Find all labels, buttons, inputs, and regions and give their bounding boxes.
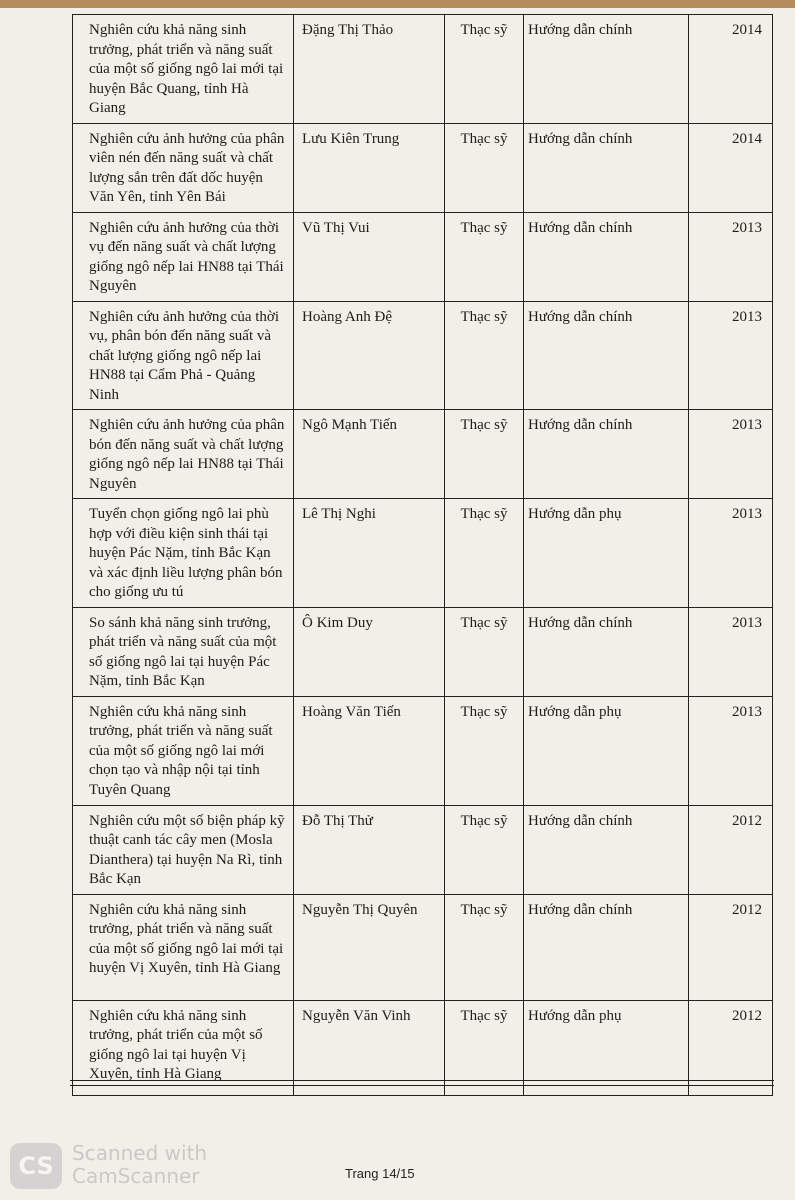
thesis-title: Nghiên cứu ảnh hưởng của thời vụ đến năng suất và chất lượng giống ngô nếp lai HN88 tại Thái Nguyên bbox=[73, 212, 294, 301]
degree: Thạc sỹ bbox=[445, 301, 524, 410]
student-name: Đỗ Thị Thử bbox=[294, 805, 445, 894]
table-row bbox=[73, 301, 773, 410]
thesis-title: Nghiên cứu ảnh hưởng của thời vụ, phân bón đến năng suất và chất lượng giống ngô nếp lai HN88 tại Cẩm Phả - Quảng Ninh bbox=[73, 301, 294, 410]
supervision-role: Hướng dẫn chính bbox=[524, 607, 689, 696]
year: 2012 bbox=[689, 805, 773, 894]
table-row bbox=[73, 410, 773, 499]
watermark-line-2: CamScanner bbox=[72, 1164, 200, 1188]
supervision-role: Hướng dẫn phụ bbox=[524, 499, 689, 608]
thesis-title: Nghiên cứu khả năng sinh trưởng, phát triển và năng suất của một số giống ngô lai mới tại huyện Vị Xuyên, tỉnh Hà Giang bbox=[73, 894, 294, 1000]
year: 2012 bbox=[689, 1000, 773, 1095]
thesis-title: Tuyển chọn giống ngô lai phù hợp với điều kiện sinh thái tại huyện Pác Nặm, tỉnh Bắc Kạn và xác định liều lượng phân bón cho giống ưu tú bbox=[73, 499, 294, 608]
student-name: Ô Kim Duy bbox=[294, 607, 445, 696]
year: 2013 bbox=[689, 410, 773, 499]
thesis-supervision-table bbox=[72, 14, 773, 1096]
degree: Thạc sỹ bbox=[445, 805, 524, 894]
degree: Thạc sỹ bbox=[445, 15, 524, 124]
camscanner-logo-icon: CS bbox=[10, 1143, 62, 1189]
thesis-title: So sánh khả năng sinh trưởng, phát triển và năng suất của một số giống ngô lai tại huyện Pác Nặm, tỉnh Bắc Kạn bbox=[73, 607, 294, 696]
supervision-role: Hướng dẫn phụ bbox=[524, 696, 689, 805]
supervision-role: Hướng dẫn phụ bbox=[524, 1000, 689, 1095]
thesis-title: Nghiên cứu ảnh hưởng của phân bón đến năng suất và chất lượng giống ngô nếp lai HN88 tại Thái Nguyên bbox=[73, 410, 294, 499]
supervision-role: Hướng dẫn chính bbox=[524, 301, 689, 410]
year: 2013 bbox=[689, 499, 773, 608]
thesis-title: Nghiên cứu một số biện pháp kỹ thuật canh tác cây men (Mosla Dianthera) tại huyện Na Rì, tỉnh Bắc Kạn bbox=[73, 805, 294, 894]
watermark-line-1: Scanned with bbox=[72, 1141, 208, 1165]
supervision-role: Hướng dẫn chính bbox=[524, 123, 689, 212]
thesis-title: Nghiên cứu khả năng sinh trưởng, phát triển và năng suất của một số giống ngô lai mới tại huyện Bắc Quang, tỉnh Hà Giang bbox=[73, 15, 294, 124]
degree: Thạc sỹ bbox=[445, 696, 524, 805]
student-name: Lê Thị Nghi bbox=[294, 499, 445, 608]
table-bottom-rule bbox=[70, 1080, 774, 1086]
supervision-role: Hướng dẫn chính bbox=[524, 894, 689, 1000]
degree: Thạc sỹ bbox=[445, 894, 524, 1000]
table-row bbox=[73, 607, 773, 696]
supervision-role: Hướng dẫn chính bbox=[524, 15, 689, 124]
student-name: Hoàng Anh Đệ bbox=[294, 301, 445, 410]
table-row bbox=[73, 696, 773, 805]
year: 2013 bbox=[689, 696, 773, 805]
year: 2013 bbox=[689, 212, 773, 301]
supervision-role: Hướng dẫn chính bbox=[524, 410, 689, 499]
table-row bbox=[73, 499, 773, 608]
student-name: Vũ Thị Vui bbox=[294, 212, 445, 301]
table-row bbox=[73, 15, 773, 124]
degree: Thạc sỹ bbox=[445, 212, 524, 301]
page-number: Trang 14/15 bbox=[345, 1166, 415, 1181]
scan-background-edge bbox=[0, 0, 795, 8]
student-name: Lưu Kiên Trung bbox=[294, 123, 445, 212]
thesis-title: Nghiên cứu khả năng sinh trưởng, phát triển và năng suất của một số giống ngô lai mới chọn tạo và nhập nội tại tỉnh Tuyên Quang bbox=[73, 696, 294, 805]
degree: Thạc sỹ bbox=[445, 123, 524, 212]
table-row bbox=[73, 123, 773, 212]
student-name: Nguyễn Thị Quyên bbox=[294, 894, 445, 1000]
year: 2014 bbox=[689, 15, 773, 124]
student-name: Đặng Thị Thảo bbox=[294, 15, 445, 124]
student-name: Hoàng Văn Tiến bbox=[294, 696, 445, 805]
degree: Thạc sỹ bbox=[445, 1000, 524, 1095]
table-row bbox=[73, 805, 773, 894]
supervision-role: Hướng dẫn chính bbox=[524, 212, 689, 301]
thesis-title: Nghiên cứu ảnh hưởng của phân viên nén đến năng suất và chất lượng sắn trên đất dốc huyện Văn Yên, tỉnh Yên Bái bbox=[73, 123, 294, 212]
scanner-watermark bbox=[72, 1142, 207, 1188]
table-row bbox=[73, 894, 773, 1000]
student-name: Ngô Mạnh Tiến bbox=[294, 410, 445, 499]
year: 2014 bbox=[689, 123, 773, 212]
year: 2012 bbox=[689, 894, 773, 1000]
degree: Thạc sỹ bbox=[445, 607, 524, 696]
degree: Thạc sỹ bbox=[445, 410, 524, 499]
table-row bbox=[73, 212, 773, 301]
thesis-title: Nghiên cứu khả năng sinh trưởng, phát triển của một số giống ngô lai tại huyện Vị Xuyên, tỉnh Hà Giang bbox=[73, 1000, 294, 1095]
year: 2013 bbox=[689, 301, 773, 410]
supervision-role: Hướng dẫn chính bbox=[524, 805, 689, 894]
degree: Thạc sỹ bbox=[445, 499, 524, 608]
student-name: Nguyễn Văn Vinh bbox=[294, 1000, 445, 1095]
year: 2013 bbox=[689, 607, 773, 696]
